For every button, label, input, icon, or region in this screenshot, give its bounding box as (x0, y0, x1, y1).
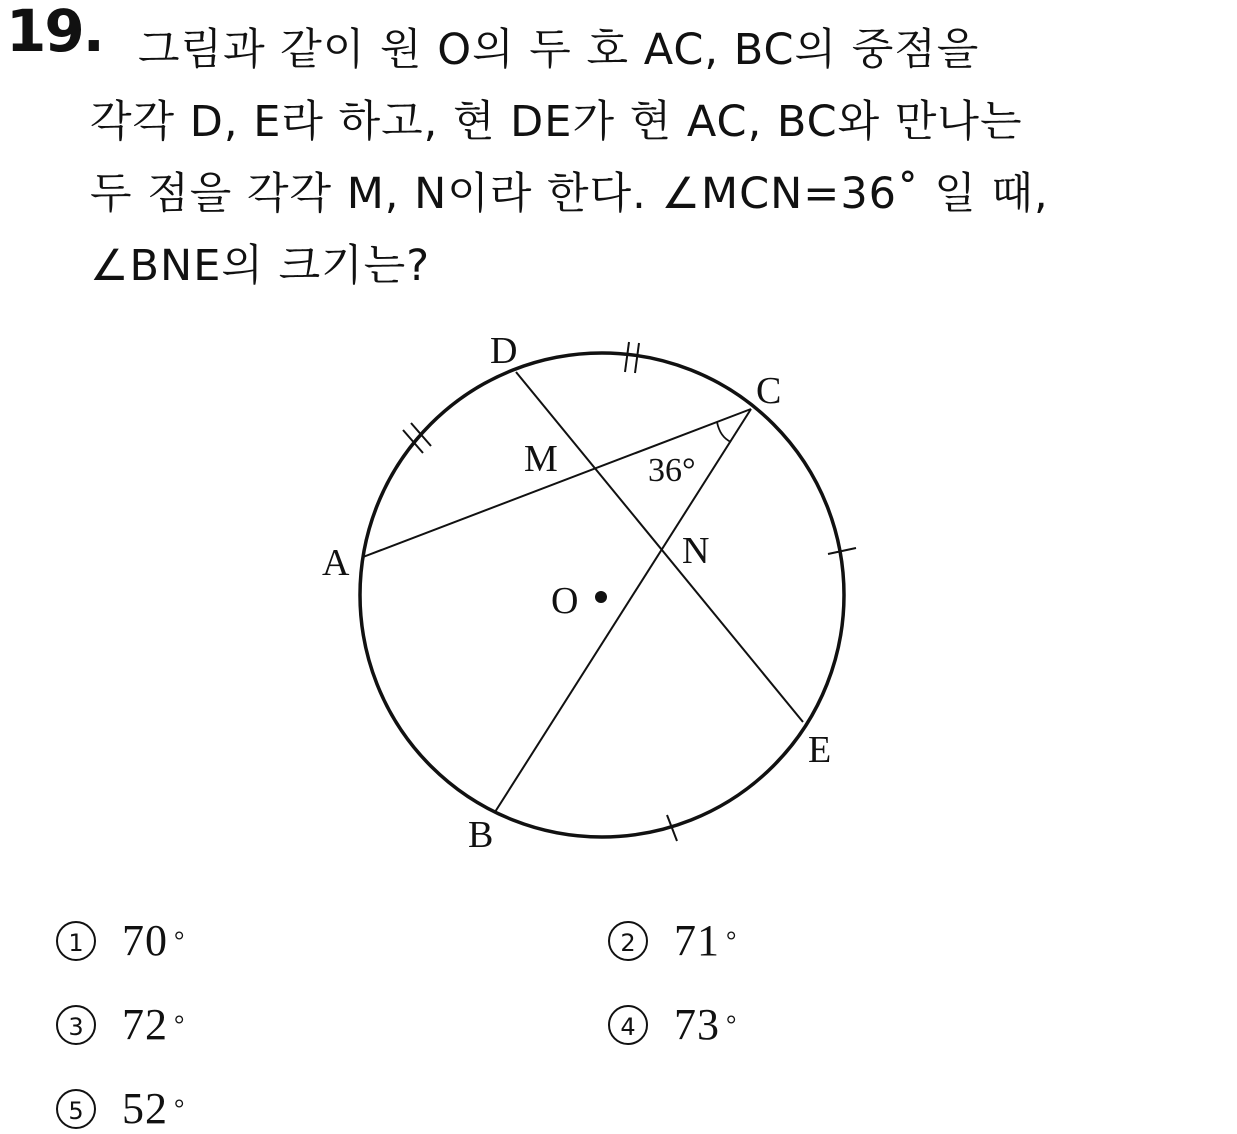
circle-diagram-svg (300, 325, 900, 870)
choice-mark-1: 1 (56, 921, 96, 961)
choice-mark-4: 4 (608, 1005, 648, 1045)
chord-de (516, 372, 803, 722)
choice-5[interactable] (56, 1083, 184, 1134)
choice-3[interactable] (56, 999, 184, 1050)
question-text (90, 14, 1230, 302)
choice-4[interactable] (608, 999, 736, 1050)
tick-dc-1 (625, 342, 629, 372)
label-n: N (682, 530, 710, 572)
choice-value-3: 72 (122, 1000, 168, 1049)
label-a: A (322, 542, 350, 584)
choice-2[interactable] (608, 915, 736, 966)
label-c: C (756, 370, 782, 412)
choice-mark-3: 3 (56, 1005, 96, 1045)
choice-value-5: 52 (122, 1084, 168, 1133)
question-line-2: 각각 D, E라 하고, 현 DE가 현 AC, BC와 만나는 (90, 97, 1023, 147)
choice-mark-2: 2 (608, 921, 648, 961)
choice-value-1: 70 (122, 916, 168, 965)
angle-arc-c (717, 422, 731, 442)
center-dot (595, 591, 607, 603)
question-line-1: 그림과 같이 원 O의 두 호 AC, BC의 중점을 (138, 25, 980, 75)
question-number: 19. (6, 0, 103, 65)
choice-unit-2: ° (726, 925, 737, 955)
choice-mark-5: 5 (56, 1089, 96, 1129)
tick-dc-2 (635, 343, 639, 373)
choice-unit-5: ° (174, 1093, 185, 1123)
question-line-4: ∠BNE의 크기는? (90, 241, 431, 291)
choice-unit-1: ° (174, 925, 185, 955)
choice-value-2: 71 (674, 916, 720, 965)
choice-1[interactable] (56, 915, 184, 966)
label-b: B (468, 814, 494, 856)
choice-unit-3: ° (174, 1009, 185, 1039)
circle-diagram (300, 325, 900, 870)
label-angle-36: 36° (648, 452, 696, 489)
label-o: O (551, 580, 579, 622)
choice-unit-4: ° (726, 1009, 737, 1039)
question-line-3: 두 점을 각각 M, N이라 한다. ∠MCN=36˚ 일 때, (90, 169, 1049, 219)
label-d: D (490, 330, 518, 372)
label-e: E (808, 729, 832, 771)
choice-value-4: 73 (674, 1000, 720, 1049)
label-m: M (524, 438, 558, 480)
